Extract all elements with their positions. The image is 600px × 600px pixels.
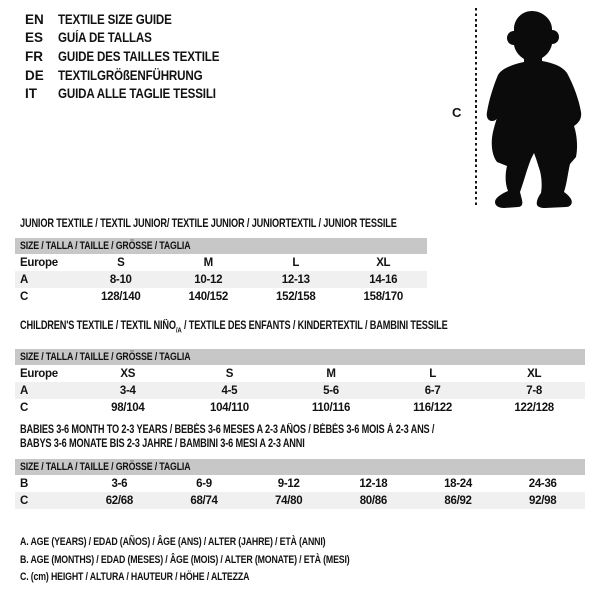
- guide-title: TEXTILE SIZE GUIDE: [58, 11, 172, 27]
- age-cell: 18-24: [444, 477, 472, 490]
- age-cell: 7-8: [526, 384, 543, 397]
- section-title-text: JUNIOR TEXTILE / TEXTIL JUNIOR/ TEXTILE JUNIOR / JUNIORTEXTIL / JUNIOR TESSILE: [20, 218, 397, 230]
- height-dotted-line: [475, 8, 477, 207]
- guide-title: GUIDA ALLE TAGLIE TESSILI: [58, 86, 216, 102]
- size-header-band: [15, 238, 427, 254]
- footnote-age-months: [20, 552, 432, 570]
- row-label: A: [20, 384, 29, 397]
- row-label: B: [20, 477, 29, 490]
- table-row-height-cm: [15, 399, 585, 416]
- height-cell: 62/68: [105, 494, 133, 507]
- section-junior-textile: [15, 217, 427, 305]
- height-cell: 68/74: [190, 494, 218, 507]
- age-cell: 9-12: [277, 477, 300, 490]
- section-title-text: [20, 319, 448, 337]
- table-row-europe: [15, 254, 427, 271]
- language-title-row: [25, 29, 246, 48]
- childrens-size-table: [15, 349, 585, 416]
- row-label: C: [20, 290, 29, 303]
- size-cell: XL: [527, 367, 542, 380]
- language-code: DE: [25, 67, 44, 83]
- age-cell: 14-16: [369, 273, 398, 286]
- height-cell: 152/158: [276, 290, 316, 303]
- size-header-band: [15, 459, 585, 475]
- footnote-text: C. (cm) HEIGHT / ALTURA / HAUTEUR / HÖHE / ALTEZZA: [20, 571, 250, 583]
- height-cell: 110/116: [311, 401, 351, 414]
- babies-size-table: [15, 459, 585, 509]
- row-label: Europe: [20, 367, 58, 380]
- guide-title: TEXTILGRÖßENFÜHRUNG: [58, 67, 203, 83]
- table-row-age-years: [15, 382, 585, 399]
- height-cell: 104/110: [209, 401, 249, 414]
- size-cell: L: [429, 367, 436, 380]
- language-title-row: [25, 84, 246, 103]
- section-childrens-textile: [15, 319, 585, 416]
- size-header-text: SIZE / TALLA / TAILLE / GRÖSSE / TAGLIA: [20, 240, 191, 252]
- age-cell: 8-10: [109, 273, 132, 286]
- baby-silhouette-path: [487, 11, 581, 208]
- size-cell: M: [326, 367, 336, 380]
- language-title-row: [25, 66, 246, 85]
- language-title-row: [25, 10, 246, 29]
- height-cell: 86/92: [444, 494, 472, 507]
- age-cell: 5-6: [323, 384, 339, 397]
- language-code: ES: [25, 30, 44, 46]
- age-cell: 6-9: [196, 477, 212, 490]
- height-cell: 80/86: [359, 494, 387, 507]
- height-cell: 92/98: [529, 494, 557, 507]
- row-label: A: [20, 273, 29, 286]
- language-title-list: [25, 10, 246, 103]
- age-cell: 3-4: [119, 384, 136, 397]
- baby-silhouette-icon: [484, 8, 598, 208]
- age-cell: 3-6: [111, 477, 128, 490]
- age-cell: 4-5: [221, 384, 238, 397]
- height-marker-label: C: [452, 105, 462, 120]
- row-label: C: [20, 494, 29, 507]
- height-cell: 98/104: [111, 401, 145, 414]
- footnote-text: B. AGE (MONTHS) / EDAD (MESES) / ÂGE (MOIS) / ALTER (MONATE) / ETÀ (MESI): [20, 553, 350, 566]
- size-header-band: [15, 349, 585, 365]
- table-row-height-cm: [15, 492, 585, 509]
- height-cell: 74/80: [275, 494, 303, 507]
- language-code: IT: [25, 86, 37, 102]
- size-cell: S: [225, 367, 234, 380]
- legend-footnotes: [20, 534, 432, 587]
- height-cell: 122/128: [514, 401, 554, 414]
- age-cell: 10-12: [194, 273, 223, 286]
- height-cell: 158/170: [363, 290, 403, 303]
- size-cell: XL: [376, 256, 391, 269]
- section-title: [15, 319, 585, 337]
- size-cell: XS: [120, 367, 136, 380]
- size-header-text: SIZE / TALLA / TAILLE / GRÖSSE / TAGLIA: [20, 461, 191, 473]
- title-suffix: / TEXTILE DES ENFANTS / KINDERTEXTIL / BAMBINI TESSILE: [181, 320, 448, 332]
- height-cell: 116/122: [413, 401, 452, 414]
- table-row-height-cm: [15, 288, 427, 305]
- language-code: FR: [25, 48, 43, 64]
- language-title-row: [25, 47, 246, 66]
- footnote-age-years: [20, 534, 432, 552]
- language-code: EN: [25, 11, 44, 27]
- section-title-line1: BABIES 3-6 MONTH TO 2-3 YEARS / BEBÉS 3-6 MESES A 2-3 AÑOS / BÉBÉS 3-6 MOIS À 2-3 ANS /: [20, 424, 435, 436]
- size-cell: M: [203, 256, 213, 269]
- junior-size-table: [15, 238, 427, 305]
- guide-title: GUIDE DES TAILLES TEXTILE: [58, 48, 220, 64]
- age-cell: 12-18: [359, 477, 388, 490]
- size-cell: L: [292, 256, 300, 269]
- row-label: Europe: [20, 256, 58, 269]
- size-header-text: SIZE / TALLA / TAILLE / GRÖSSE / TAGLIA: [20, 351, 191, 364]
- age-cell: 12-13: [281, 273, 310, 286]
- age-cell: 24-36: [528, 477, 557, 490]
- size-cell: S: [117, 256, 125, 269]
- section-title-line2: BABYS 3-6 MONATE BIS 2-3 JAHRE / BAMBINI 3-6 MESI A 2-3 ANNI: [20, 438, 305, 450]
- table-row-age-years: [15, 271, 427, 288]
- title-subscript: /A: [175, 325, 182, 335]
- footnote-height-cm: [20, 569, 432, 587]
- age-cell: 6-7: [424, 384, 441, 397]
- row-label: C: [20, 401, 29, 414]
- table-row-europe: [15, 365, 585, 382]
- title-prefix: CHILDREN'S TEXTILE / TEXTIL NIÑO: [20, 320, 176, 332]
- section-title: [15, 217, 427, 231]
- table-row-age-months: [15, 475, 585, 492]
- footnote-text: A. AGE (YEARS) / EDAD (AÑOS) / ÂGE (ANS) / ALTER (JAHRE) / ETÀ (ANNI): [20, 536, 326, 548]
- height-cell: 140/152: [188, 290, 228, 303]
- guide-title: GUÍA DE TALLAS: [58, 30, 152, 46]
- section-babies-textile: [15, 423, 585, 509]
- height-cell: 128/140: [101, 290, 141, 303]
- section-title: [15, 423, 585, 451]
